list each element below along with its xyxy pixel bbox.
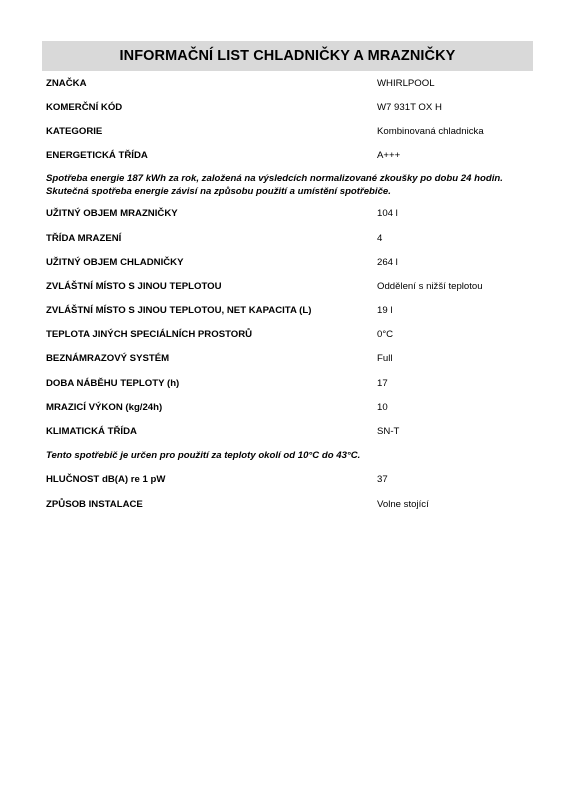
spec-row-freezer-volume bbox=[46, 202, 533, 226]
spec-label: DOBA NÁBĚHU TEPLOTY (h) bbox=[46, 377, 180, 389]
spec-value: Kombinovaná chladnicka bbox=[377, 125, 484, 137]
spec-label: TEPLOTA JINÝCH SPECIÁLNÍCH PROSTORŮ bbox=[46, 329, 253, 341]
climate-note: Tento spotřebič je určen pro použití za teploty okolí od 10°C do 43°C. bbox=[46, 450, 361, 462]
spec-value: SN-T bbox=[377, 426, 400, 438]
spec-label: ENERGETICKÁ TŘÍDA bbox=[46, 150, 148, 162]
spec-table bbox=[42, 71, 533, 516]
spec-row-brand bbox=[46, 71, 533, 95]
product-information-sheet bbox=[42, 41, 533, 516]
spec-label: ZVLÁŠTNÍ MÍSTO S JINOU TEPLOTOU bbox=[46, 280, 222, 292]
spec-row-freezing-class bbox=[46, 226, 533, 250]
spec-value: 19 l bbox=[377, 305, 393, 317]
spec-value: Oddělení s nižší teplotou bbox=[377, 280, 483, 292]
spec-label: TŘÍDA MRAZENÍ bbox=[46, 232, 122, 244]
spec-row-noise bbox=[46, 468, 533, 492]
spec-value: 37 bbox=[377, 474, 388, 486]
spec-value: 0°C bbox=[377, 329, 394, 341]
spec-value: A+++ bbox=[377, 150, 401, 162]
spec-row-installation bbox=[46, 492, 533, 516]
spec-label: BEZNÁMRAZOVÝ SYSTÉM bbox=[46, 353, 170, 365]
spec-value: WHIRLPOOL bbox=[377, 77, 435, 89]
spec-row-special-compartment-temperature bbox=[46, 323, 533, 347]
spec-row-energy-class bbox=[46, 144, 533, 168]
spec-label: UŽITNÝ OBJEM MRAZNIČKY bbox=[46, 208, 178, 220]
spec-row-special-compartment bbox=[46, 274, 533, 298]
sheet-title: INFORMAČNÍ LIST CHLADNIČKY A MRAZNIČKY bbox=[42, 41, 533, 71]
spec-row-category bbox=[46, 119, 533, 143]
spec-row-fridge-volume bbox=[46, 250, 533, 274]
spec-label: HLUČNOST dB(A) re 1 pW bbox=[46, 474, 166, 486]
spec-row-climate-class bbox=[46, 419, 533, 443]
energy-note-line-2: Skutečná spotřeba energie závisí na způsobu použití a umístění spotřebiče. bbox=[46, 185, 391, 197]
spec-value: 4 bbox=[377, 232, 383, 244]
spec-value: 264 l bbox=[377, 256, 398, 268]
spec-label: KLIMATICKÁ TŘÍDA bbox=[46, 426, 137, 438]
spec-label: ZNAČKA bbox=[46, 77, 87, 89]
spec-value: 17 bbox=[377, 377, 388, 389]
spec-value: 10 bbox=[377, 401, 388, 413]
spec-row-no-frost bbox=[46, 347, 533, 371]
spec-label: KOMERČNÍ KÓD bbox=[46, 101, 123, 113]
spec-value: 104 l bbox=[377, 208, 398, 220]
spec-label: MRAZICÍ VÝKON (kg/24h) bbox=[46, 401, 163, 413]
spec-value: Volne stojící bbox=[377, 498, 429, 510]
energy-consumption-note bbox=[46, 168, 533, 202]
spec-row-freezing-capacity bbox=[46, 395, 533, 419]
spec-value: Full bbox=[377, 353, 393, 365]
spec-value: W7 931T OX H bbox=[377, 101, 442, 113]
spec-row-commercial-code bbox=[46, 95, 533, 119]
spec-label: KATEGORIE bbox=[46, 125, 103, 137]
energy-note-line-1: Spotřeba energie 187 kWh za rok, založená na výsledcích normalizované zkoušky po dobu 24 hodin. bbox=[46, 172, 503, 184]
spec-row-special-compartment-capacity bbox=[46, 299, 533, 323]
spec-row-temperature-rise-time bbox=[46, 371, 533, 395]
spec-label: UŽITNÝ OBJEM CHLADNIČKY bbox=[46, 256, 184, 268]
spec-label: ZVLÁŠTNÍ MÍSTO S JINOU TEPLOTOU, NET KAPACITA (L) bbox=[46, 305, 312, 317]
spec-label: ZPŮSOB INSTALACE bbox=[46, 498, 143, 510]
